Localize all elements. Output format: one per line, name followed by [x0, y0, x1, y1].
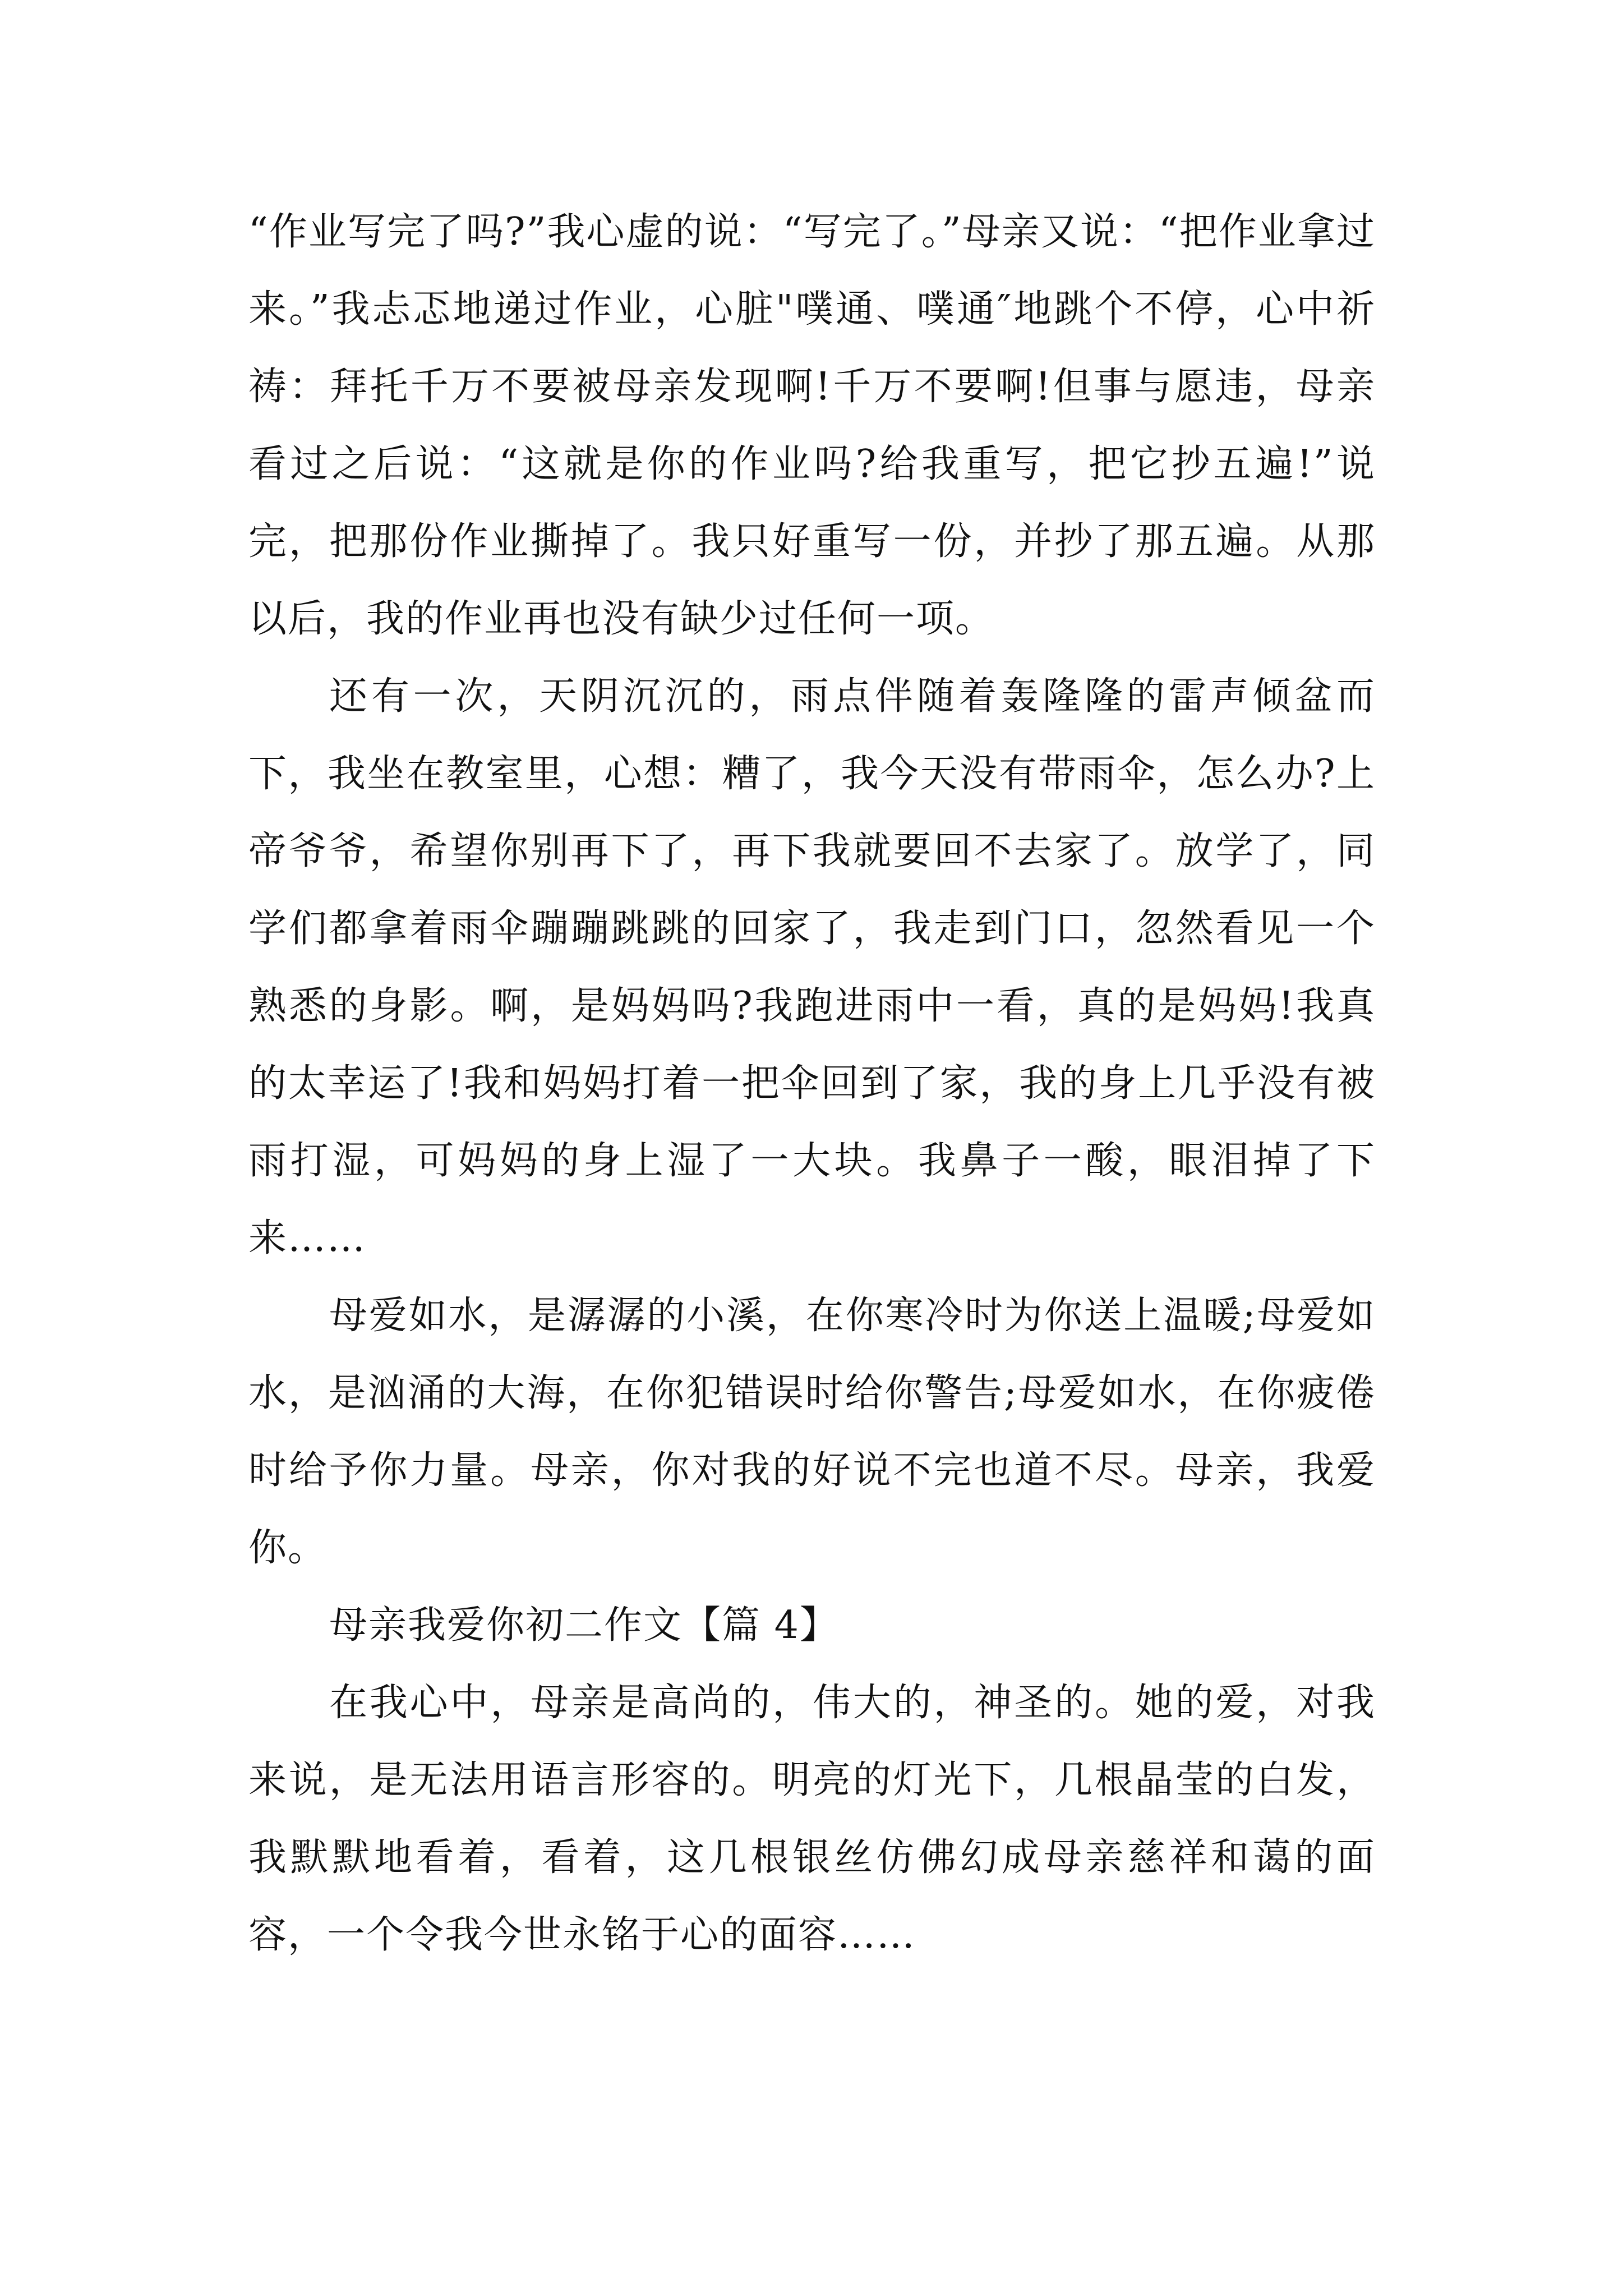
paragraph-rain: 还有一次，天阴沉沉的，雨点伴随着轰隆隆的雷声倾盆而下，我坐在教室里，心想：糟了，我今天没有带雨伞，怎么办?上帝爷爷，希望你别再下了，再下我就要回不去家了。放学了，同学们都拿着雨伞蹦蹦跳跳的回家了，我走到门口，忽然看见一个熟悉的身影。啊，是妈妈吗?我跑进雨中一看，真的是妈妈!我真的太幸运了!我和妈妈打着一把伞回到了家，我的身上几乎没有被雨打湿，可妈妈的身上湿了一大块。我鼻子一酸，眼泪掉了下来…… — [248, 674, 1376, 1260]
paragraph-homework: “作业写完了吗?”我心虚的说：“写完了。”母亲又说：“把作业拿过来。”我忐忑地递过作业，心脏"噗通、噗通″地跳个不停，心中祈祷：拜托千万不要被母亲发现啊!千万不要啊!但事与愿违，母亲看过之后说：“这就是你的作业吗?给我重写，把它抄五遍!”说完，把那份作业撕掉了。我只好重写一份，并抄了那五遍。从那以后，我的作业再也没有缺少过任何一项。 — [248, 210, 1376, 641]
paragraph-mother-love: 母爱如水，是潺潺的小溪，在你寒冷时为你送上温暖;母爱如水，是汹涌的大海，在你犯错误时给你警告;母爱如水，在你疲倦时给予你力量。母亲，你对我的好说不完也道不尽。母亲，我爱你。 — [248, 1294, 1376, 1570]
section-heading: 母亲我爱你初二作文【篇 4】 — [329, 1603, 839, 1648]
paragraph-final: 在我心中，母亲是高尚的，伟大的，神圣的。她的爱，对我来说，是无法用语言形容的。明亮的灯光下，几根晶莹的白发，我默默地看着，看着，这几根银丝仿佛幻成母亲慈祥和蔼的面容，一个令我今世永铭于心的面容…… — [248, 1681, 1376, 1957]
document-body — [248, 194, 1376, 1974]
